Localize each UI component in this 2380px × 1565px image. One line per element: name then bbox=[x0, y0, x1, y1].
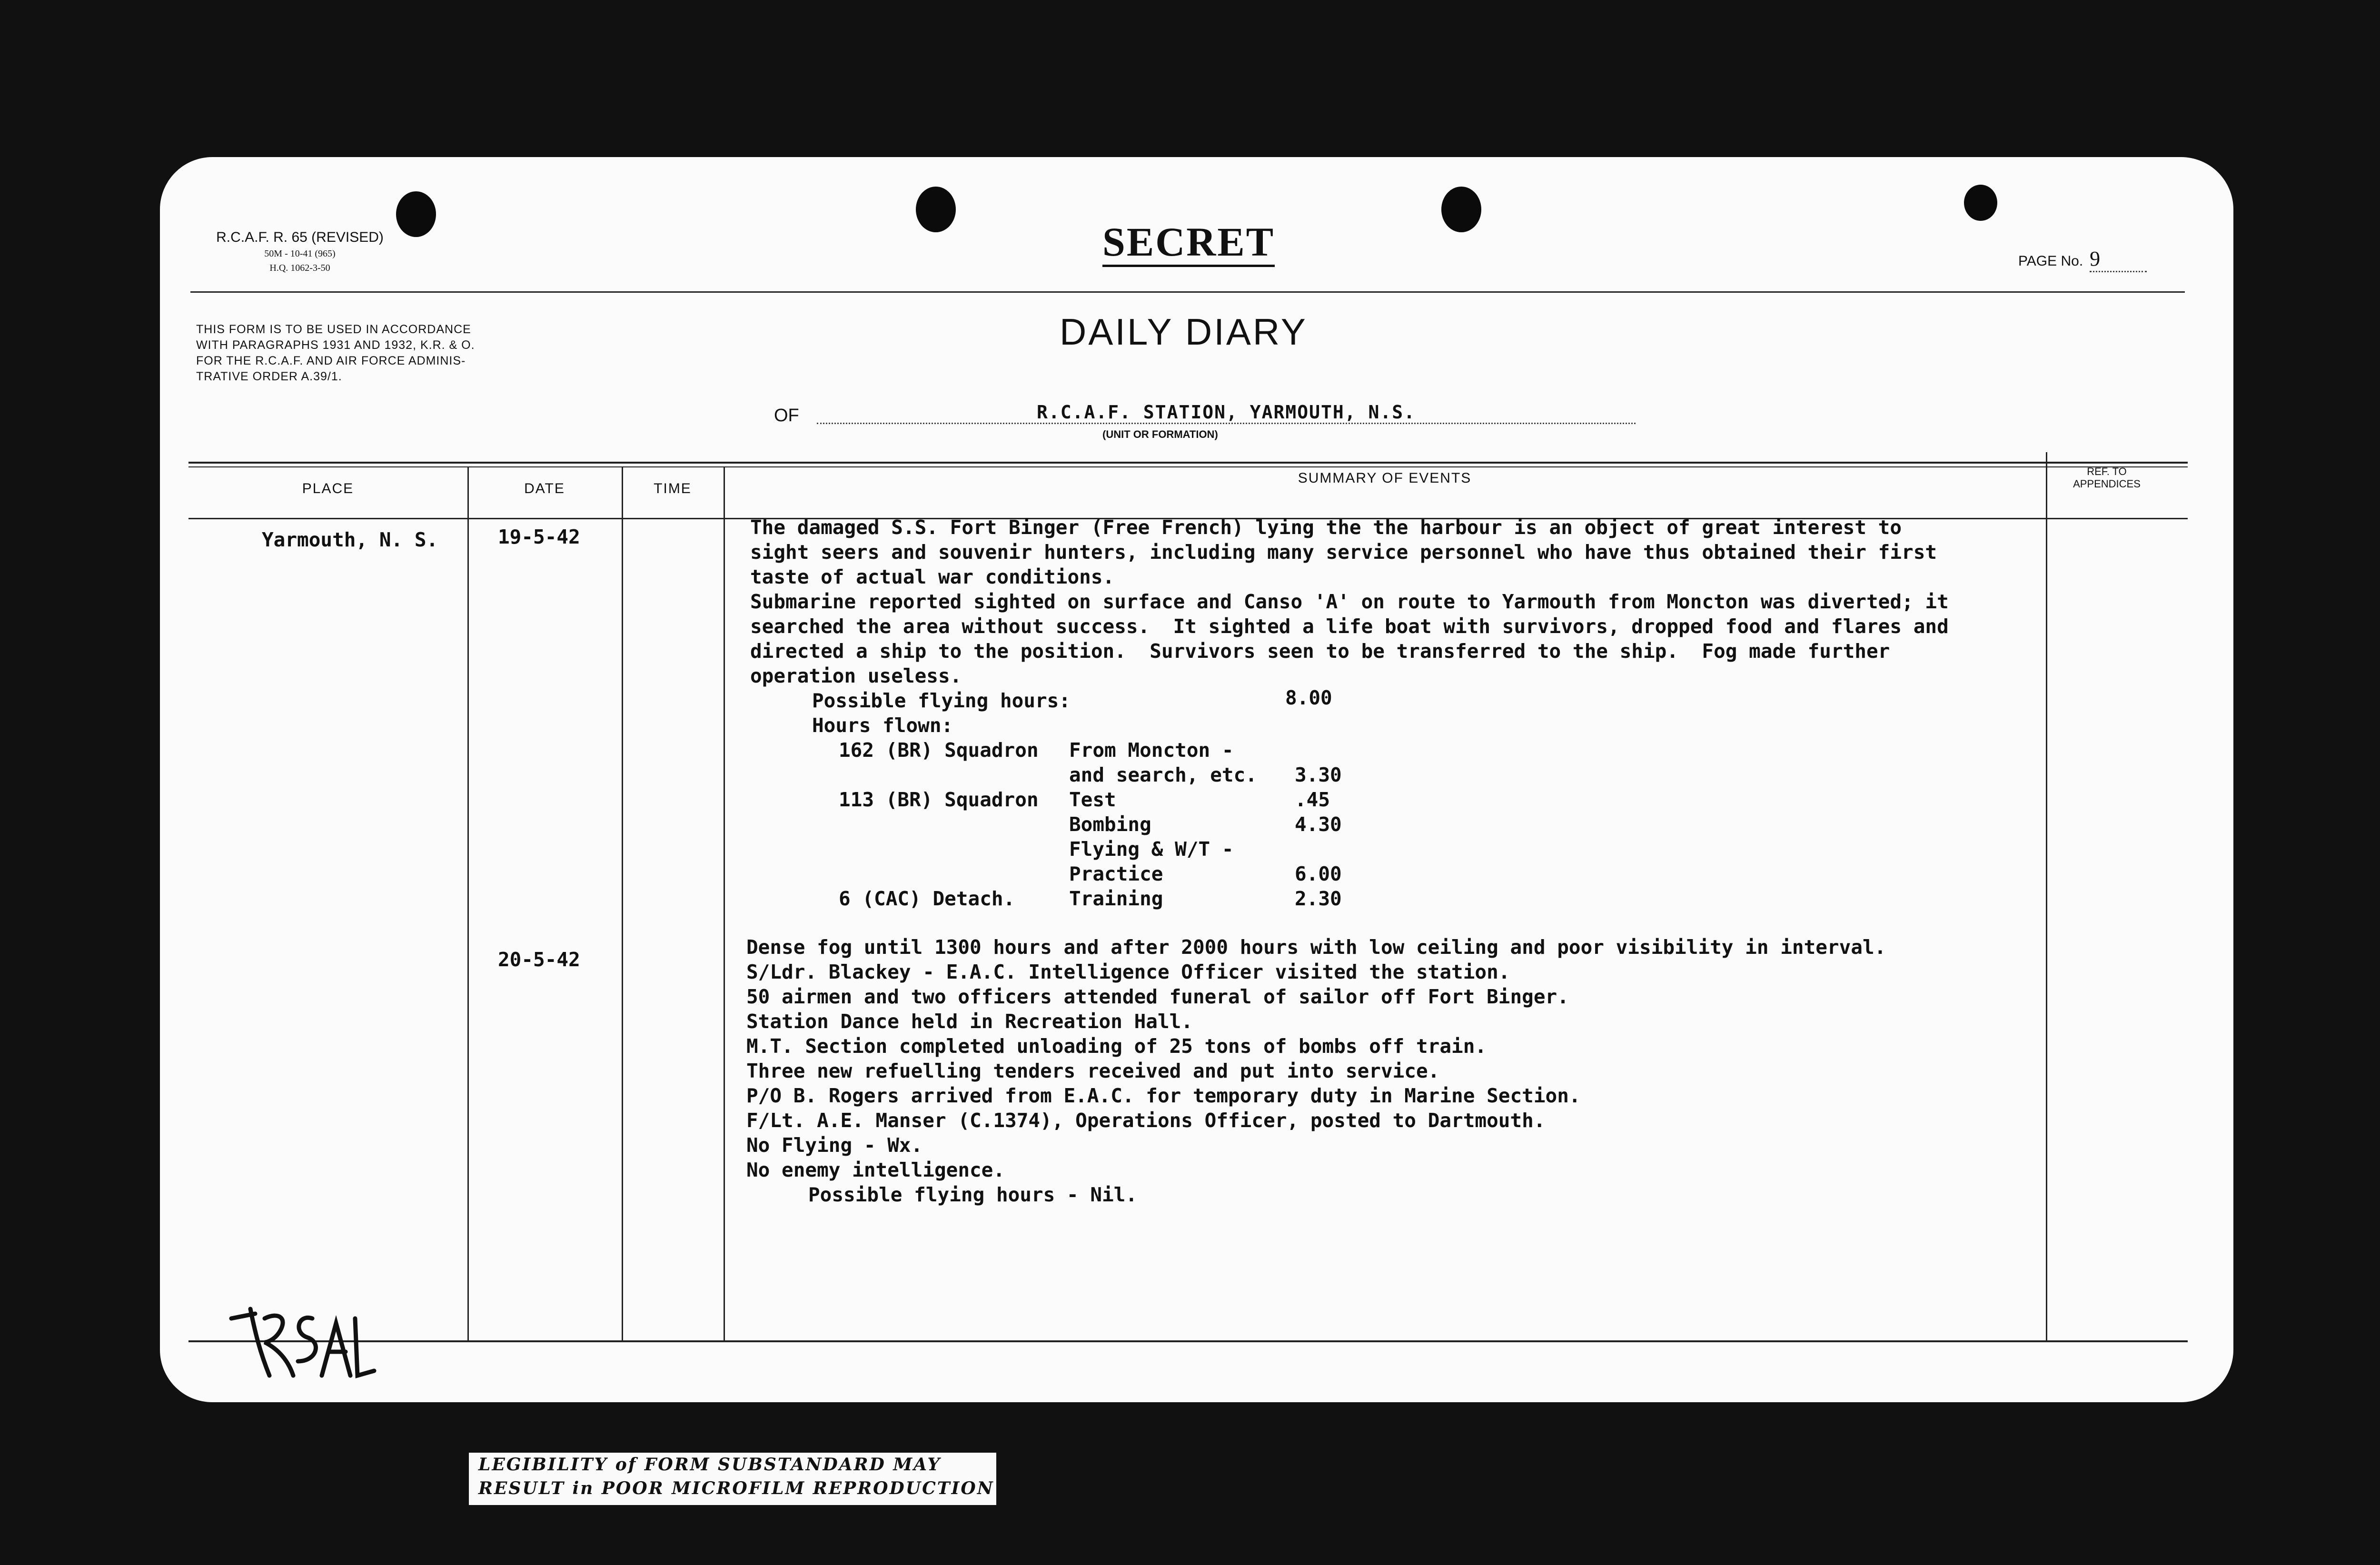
summary-line: No Flying - Wx. bbox=[746, 1134, 923, 1157]
hours-task: Training bbox=[1069, 887, 1163, 910]
hours-task: Practice bbox=[1069, 862, 1163, 885]
hours-value: 3.30 bbox=[1295, 763, 1342, 786]
hours-unit bbox=[839, 763, 1069, 787]
summary-block bbox=[750, 515, 1949, 688]
hours-value: 4.30 bbox=[1295, 813, 1342, 836]
hours-row bbox=[839, 837, 1342, 862]
hours-task: Test bbox=[1069, 788, 1116, 811]
hours-row bbox=[839, 886, 1342, 911]
page-number: 9 bbox=[2090, 247, 2147, 272]
column-rule bbox=[467, 466, 469, 1342]
microfilm-legibility-note bbox=[469, 1453, 996, 1505]
form-reference bbox=[195, 228, 405, 275]
summary-line: The damaged S.S. Fort Binger (Free French) lying the the harbour is an object of great interest to bbox=[750, 516, 1902, 539]
diary-form-card bbox=[160, 157, 2233, 1402]
unit-caption: (UNIT OR FORMATION) bbox=[1102, 428, 1218, 440]
date-cell: 20-5-42 bbox=[498, 948, 580, 971]
summary-line: P/O B. Rogers arrived from E.A.C. for temporary duty in Marine Section. bbox=[746, 1084, 1581, 1107]
summary-block bbox=[746, 935, 1886, 1207]
place-cell: Yarmouth, N. S. bbox=[262, 528, 438, 551]
form-title: DAILY DIARY bbox=[1060, 311, 1308, 353]
hours-row bbox=[839, 862, 1342, 886]
form-ref-line: H.Q. 1062-3-50 bbox=[269, 263, 330, 273]
handwritten-initials bbox=[222, 1266, 379, 1385]
punch-hole bbox=[916, 187, 956, 232]
possible-hours-label: Possible flying hours: bbox=[812, 689, 1071, 712]
hours-task: Bombing bbox=[1069, 813, 1151, 836]
col-header-summary: SUMMARY OF EVENTS bbox=[1298, 470, 1472, 486]
ref-header-line: REF. TO bbox=[2087, 466, 2127, 477]
notice-line: WITH PARAGRAPHS 1931 AND 1932, K.R. & O. bbox=[196, 338, 475, 352]
hours-flown-label: Hours flown: bbox=[812, 714, 953, 737]
notice-line: FOR THE R.C.A.F. AND AIR FORCE ADMINIS- bbox=[196, 354, 466, 367]
table-top-rule bbox=[188, 462, 2188, 464]
summary-line: taste of actual war conditions. bbox=[750, 565, 1115, 588]
page-label: PAGE No. bbox=[2018, 253, 2083, 269]
hours-value: .45 bbox=[1295, 788, 1330, 811]
summary-line: No enemy intelligence. bbox=[746, 1159, 1005, 1181]
col-header-ref bbox=[2045, 466, 2169, 490]
hours-row bbox=[839, 787, 1342, 812]
col-header-time: TIME bbox=[654, 481, 692, 496]
hours-unit bbox=[839, 812, 1069, 837]
notice-line: THIS FORM IS TO BE USED IN ACCORDANCE bbox=[196, 323, 471, 336]
hours-unit: 162 (BR) Squadron bbox=[839, 739, 1039, 762]
hours-row bbox=[839, 763, 1342, 787]
page-number-field bbox=[2018, 247, 2147, 272]
hours-unit: 113 (BR) Squadron bbox=[839, 788, 1039, 811]
form-ref-line: R.C.A.F. R. 65 (REVISED) bbox=[216, 229, 384, 245]
notice-line: TRATIVE ORDER A.39/1. bbox=[196, 370, 342, 383]
summary-line: Possible flying hours - Nil. bbox=[808, 1183, 1138, 1206]
col-header-date: DATE bbox=[524, 481, 565, 496]
hours-row bbox=[839, 738, 1342, 763]
column-rule bbox=[2046, 452, 2047, 1342]
hours-unit: 6 (CAC) Detach. bbox=[839, 887, 1015, 910]
summary-line: operation useless. bbox=[750, 664, 962, 687]
hours-task: From Moncton - bbox=[1069, 739, 1234, 762]
note-line: RESULT in POOR MICROFILM REPRODUCTION bbox=[478, 1478, 994, 1498]
unit-name: R.C.A.F. STATION, YARMOUTH, N.S. bbox=[817, 402, 1636, 424]
summary-line: Dense fog until 1300 hours and after 2000 hours with low ceiling and poor visibility in interval. bbox=[746, 936, 1886, 959]
summary-line: directed a ship to the position. Survivors seen to be transferred to the ship. Fog made further bbox=[750, 640, 1890, 663]
hours-task: and search, etc. bbox=[1069, 763, 1257, 786]
hours-unit bbox=[839, 862, 1069, 886]
summary-line: sight seers and souvenir hunters, including many service personnel who have thus obtained their first bbox=[750, 541, 1937, 564]
column-rule bbox=[622, 466, 623, 1342]
summary-line: M.T. Section completed unloading of 25 tons of bombs off train. bbox=[746, 1035, 1487, 1058]
hours-value: 6.00 bbox=[1295, 862, 1342, 885]
date-cell: 19-5-42 bbox=[498, 525, 580, 548]
usage-notice bbox=[196, 322, 558, 385]
divider bbox=[190, 291, 2185, 293]
summary-line: Three new refuelling tenders received and put into service. bbox=[746, 1060, 1440, 1082]
punch-hole bbox=[1441, 187, 1481, 232]
summary-line: Station Dance held in Recreation Hall. bbox=[746, 1010, 1193, 1033]
table-bottom-rule bbox=[188, 1340, 2188, 1342]
security-classification: SECRET bbox=[1102, 219, 1275, 267]
hours-row bbox=[839, 812, 1342, 837]
col-header-place: PLACE bbox=[302, 481, 354, 496]
hours-task: Flying & W/T - bbox=[1069, 838, 1234, 861]
punch-hole bbox=[1964, 185, 1997, 221]
summary-line: Submarine reported sighted on surface and Canso 'A' on route to Yarmouth from Moncton was diverted; it bbox=[750, 590, 1949, 613]
form-ref-line: 50M - 10-41 (965) bbox=[264, 248, 336, 259]
summary-line: searched the area without success. It sighted a life boat with survivors, dropped food and flares and bbox=[750, 615, 1949, 638]
table-top-rule bbox=[188, 466, 2188, 467]
hours-flown-table bbox=[839, 738, 1342, 911]
summary-line: F/Lt. A.E. Manser (C.1374), Operations Officer, posted to Dartmouth. bbox=[746, 1109, 1546, 1132]
note-line: LEGIBILITY of FORM SUBSTANDARD MAY bbox=[478, 1455, 942, 1475]
possible-hours-value: 8.00 bbox=[1285, 686, 1332, 709]
hours-unit bbox=[839, 837, 1069, 862]
summary-line: S/Ldr. Blackey - E.A.C. Intelligence Officer visited the station. bbox=[746, 961, 1510, 983]
ref-header-line: APPENDICES bbox=[2073, 478, 2141, 490]
summary-line: 50 airmen and two officers attended funeral of sailor off Fort Binger. bbox=[746, 985, 1569, 1008]
of-label: OF bbox=[774, 406, 799, 426]
hours-value: 2.30 bbox=[1295, 887, 1342, 910]
column-rule bbox=[724, 466, 725, 1342]
